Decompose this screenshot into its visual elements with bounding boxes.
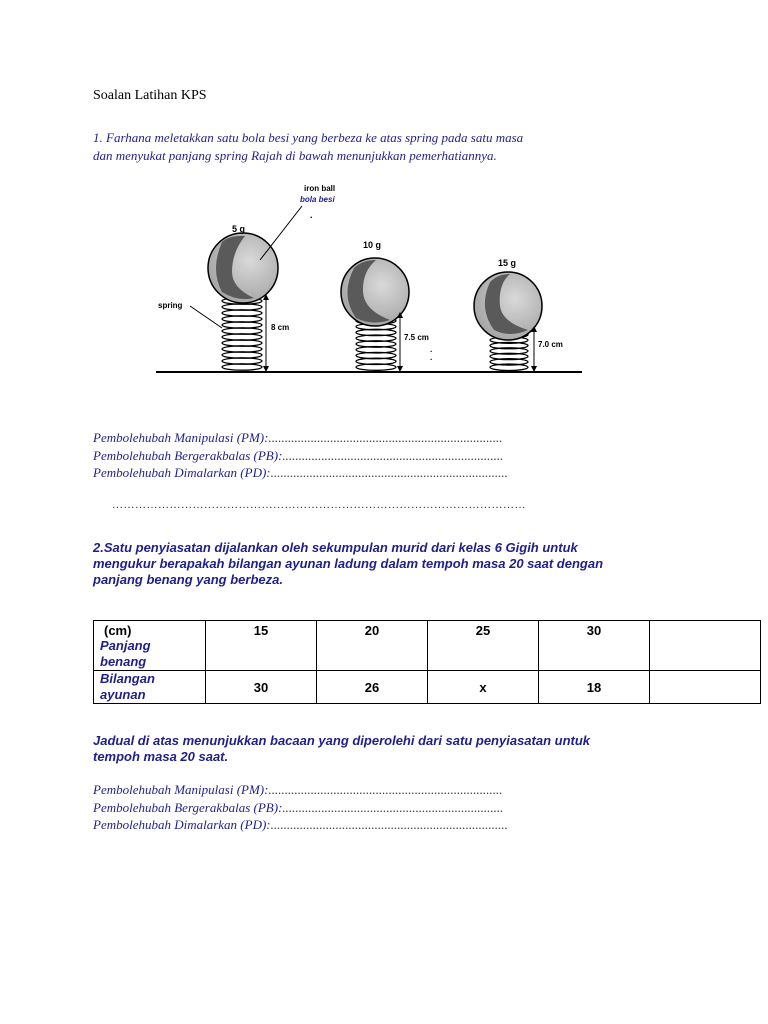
question-2-line-3: panjang benang yang berbeza. (93, 572, 283, 587)
data-table (93, 620, 761, 704)
pb-label: Pembolehubah Bergerakbalas (PB): (93, 799, 283, 815)
table-cell: 30 (539, 621, 650, 671)
table-cell: 20 (317, 621, 428, 671)
table-cell-empty[interactable] (650, 671, 761, 704)
row-name-line-1: Bilangan (100, 671, 155, 686)
pm-label: Pembolehubah Manipulasi (PM): (93, 430, 269, 445)
table-cell: 25 (428, 621, 539, 671)
row-header-bilangan-ayunan (94, 671, 206, 704)
table-row (94, 671, 761, 704)
pd-label: Pembolehubah Dimalarkan (PD): (93, 465, 271, 480)
question-3-line-2: tempoh masa 20 saat. (93, 749, 229, 764)
pb-answer-line[interactable]: .................................................................... (282, 799, 504, 815)
question-1-line-1: 1. Farhana meletakkan satu bola besi yang berbeza ke atas spring pada satu masa (93, 130, 524, 145)
question-2-line-1: 2.Satu penyiasatan dijalankan oleh sekumpulan murid dari kelas 6 Gigih untuk (93, 540, 578, 555)
length-label-1-visible: 8 cm (271, 323, 290, 332)
pd-answer-line[interactable]: ......................................................................... (270, 465, 508, 480)
stray-dot-3: . (430, 353, 433, 362)
variables-block-2 (93, 781, 508, 834)
page-title: Soalan Latihan KPS (93, 88, 207, 103)
question-1 (93, 129, 653, 165)
pm-answer-line[interactable]: ........................................................................ (268, 782, 503, 797)
pd-answer-line[interactable]: ......................................................................... (270, 817, 508, 832)
row-header-panjang-benang (94, 621, 206, 671)
answer-dotted-line[interactable]: ……………………………………………………………………………………………… (112, 499, 526, 511)
spring-ball-diagram (150, 180, 590, 380)
table-cell: 15 (206, 621, 317, 671)
table-cell-empty[interactable] (650, 621, 761, 671)
unit-label: (cm) (104, 623, 132, 638)
stray-dot-2: . (430, 345, 433, 354)
row-name-line-2: benang (100, 654, 147, 669)
question-3 (93, 733, 673, 765)
spring-pointer (190, 306, 222, 328)
length-label-3: 7.0 cm (538, 340, 563, 349)
table-cell: 30 (206, 671, 317, 704)
bola-besi-label: bola besi (300, 195, 335, 204)
stray-dot: . (310, 210, 313, 220)
spring-label: spring (158, 301, 183, 310)
pd-label: Pembolehubah Dimalarkan (PD): (93, 817, 271, 832)
iron-ball-1 (208, 233, 278, 303)
mass-label-2: 10 g (363, 240, 382, 250)
length-label-2: 7.5 cm (404, 333, 429, 342)
table-cell: 26 (317, 671, 428, 704)
question-3-line-1: Jadual di atas menunjukkan bacaan yang diperolehi dari satu penyiasatan untuk (93, 733, 591, 748)
pm-label: Pembolehubah Manipulasi (PM): (93, 782, 269, 797)
row-name-line-2: ayunan (100, 687, 146, 702)
iron-ball-3 (474, 272, 542, 340)
pb-label: Pembolehubah Bergerakbalas (PB): (93, 447, 283, 463)
question-1-line-2: dan menyukat panjang spring Rajah di bawah menunjukkan pemerhatiannya. (93, 148, 497, 163)
mass-label-3: 15 g (498, 258, 517, 268)
spring-1 (222, 298, 262, 370)
pm-answer-line[interactable]: ........................................................................ (268, 430, 503, 445)
variables-block-1 (93, 429, 508, 482)
table-row (94, 621, 761, 671)
question-2-line-2: mengukur berapakah bilangan ayunan ladung dalam tempoh masa 20 saat dengan (93, 556, 604, 571)
question-2 (93, 540, 673, 588)
iron-ball-pointer (260, 206, 302, 260)
mass-label-1: 5 g (232, 224, 246, 234)
table-cell: x (428, 671, 539, 704)
row-name-line-1: Panjang (100, 638, 151, 653)
pb-answer-line[interactable]: .................................................................... (282, 447, 504, 463)
table-cell: 18 (539, 671, 650, 704)
iron-ball-label: iron ball (304, 184, 336, 193)
